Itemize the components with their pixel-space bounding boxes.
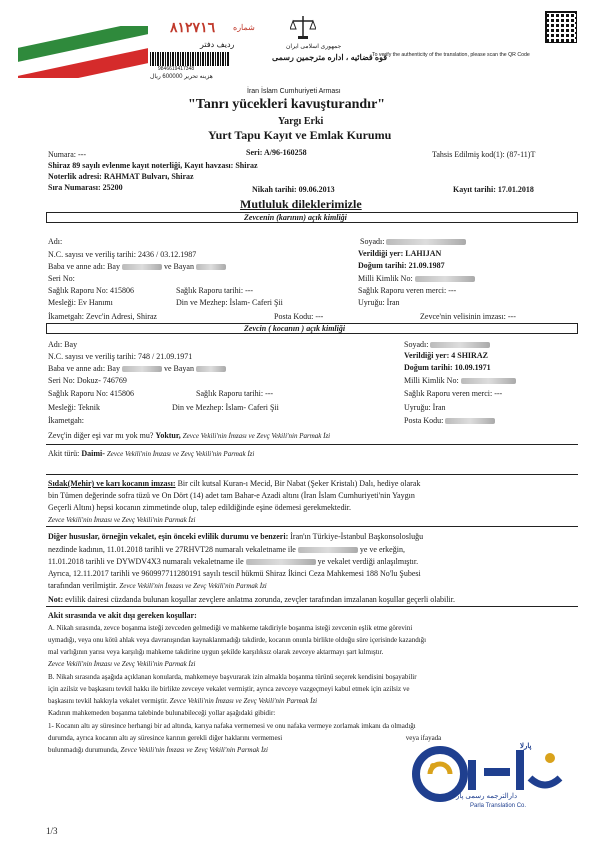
sidak-line3: Geçerli Altını) hepsi kocanın zimmetinde olup, talep edildiğinde eşine ödemesi gerekmektedir. bbox=[48, 503, 352, 512]
diger-line4: Ayrıca, 12.11.2017 tarihli ve 960997711280191 sayılı tescil hükmü Shiraz İkinci Ceza Mahkemesi 188 No'lu Şubesi bbox=[48, 569, 421, 578]
barcode-number: 9846619417348 bbox=[158, 66, 195, 72]
husband-posta bbox=[404, 416, 495, 425]
sidak-label: Sıdak(Mehir) ve karı kocanın imzası: bbox=[48, 479, 176, 488]
wife-saglik: Sağlık Raporu No: 415806 bbox=[48, 286, 134, 295]
page-number: 1/3 bbox=[46, 826, 58, 836]
judiciary-emblem-icon bbox=[290, 14, 316, 40]
office-line: Shiraz 89 sayılı evlenme kayıt noterliği, Kayıt havzası: Shiraz bbox=[48, 161, 258, 170]
wife-seri-no: Seri No: bbox=[48, 274, 75, 283]
wife-heading: Zevcenin (karının) açık kimliği bbox=[244, 213, 347, 222]
wife-meslegi: Mesleği: Ev Hanımı bbox=[48, 298, 113, 307]
husband-milli-label: Milli Kimlik No: bbox=[404, 376, 459, 385]
c-line1: 1- Kocanın altı ay süresince herhangi bir ad altında, karıya nafaka vermemesi ve onu nafaka vermeye zorlamak imkanı da olmadığı bbox=[48, 722, 416, 730]
wife-milli bbox=[358, 274, 475, 283]
sidak-sig: Zevce Vekili'nin İmzası ve Zevç Vekili'nin Parmak İzi bbox=[48, 516, 196, 524]
wife-soyadi-label: Soyadı: bbox=[360, 237, 385, 246]
other-wife-answer: Yoktur, bbox=[155, 431, 181, 440]
numara: Numara: --- bbox=[48, 150, 86, 159]
husband-seri-no: Seri No: Dokuz- 746769 bbox=[48, 376, 127, 385]
a-sig: Zevce Vekili'nin İmzası ve Zevç Vekili'nin Parmak İzi bbox=[48, 660, 196, 668]
husband-baba bbox=[48, 364, 226, 373]
diger-text: İran'ın Türkiye-İstanbul Başkonsolosluğu bbox=[290, 532, 424, 541]
diger-sig: Zevce Vekili'nin İmzası ve Zevç Vekili'nin Parmak İzi bbox=[119, 582, 267, 590]
wife-saglik-veren: Sağlık Raporu veren merci: --- bbox=[358, 286, 457, 295]
husband-verildigi: Verildiği yer: 4 SHIRAZ bbox=[404, 351, 488, 360]
husband-saglik-tarih: Sağlık Raporu tarihi: --- bbox=[196, 389, 274, 398]
husband-meslegi: Mesleği: Teknik bbox=[48, 403, 100, 412]
husband-baba-label: Baba ve anne adı: Bay bbox=[48, 364, 120, 373]
akit-line bbox=[48, 449, 254, 458]
fee-text: هزینه تحریر 600000 ریال bbox=[150, 74, 213, 80]
diger-line1 bbox=[48, 532, 423, 541]
serial-label: شماره bbox=[233, 23, 255, 32]
b-line3 bbox=[48, 697, 317, 705]
wife-baba-label: Baba ve anne adı: Bay bbox=[48, 262, 120, 271]
akit-label: Akit türü: bbox=[48, 449, 80, 458]
a-line2: uymadığı, veya onu kötü ahlak veya davranışından kaynaklanmadığı takdirde, kocanın onunla birlikte olduğu süre içerisinde kazandığı bbox=[48, 636, 427, 644]
divider bbox=[46, 606, 578, 607]
husband-adi: Adı: Bay bbox=[48, 340, 78, 349]
b-line3-sig: Zevce Vekili'nin İmzası ve Zevç Vekili'nin Parmak İzi bbox=[169, 697, 318, 705]
not-text: evlilik dairesi cüzdanda bulunan koşullar zevçlere anlatma zorunda, zevçler tarafından imzalanan koşullar geçerli olabilir. bbox=[65, 595, 455, 604]
wife-adi: Adı: bbox=[48, 237, 63, 246]
c-line3-sig: Zevce Vekili'nin İmzası ve Zevç Vekili'nin Parmak İzi bbox=[120, 746, 268, 754]
husband-uyrugu: Uyruğu: İran bbox=[404, 403, 446, 412]
verify-text: To verify the authenticity of the translation, please scan the QR Code bbox=[372, 52, 530, 58]
wife-baba bbox=[48, 262, 226, 271]
c-line2-text: durumda, ayrıca kocanın altı ay süresince karının gerekli diğer haklarını vermemesi bbox=[48, 734, 283, 742]
diger-line2-text: nezdinde kadının, 11.01.2018 tarihli ve 27RHVT28 numaralı vekaletname ile bbox=[48, 545, 296, 554]
diger-line5 bbox=[48, 581, 267, 590]
a-line1: A. Nikah sırasında, zevce boşanma isteği zevceden gelmediği ve mahkeme takdiriyle boşanma isteği zevcenin eşlik etme görevini bbox=[48, 624, 413, 632]
qr-pattern bbox=[546, 12, 576, 42]
sidak-line1 bbox=[48, 479, 420, 488]
b-line3-text: başkasını tevkil hakkıyla vekalet vermiştir. bbox=[48, 697, 168, 705]
wife-ve-bayan: ve Bayan bbox=[163, 262, 194, 271]
watermark-sub: دارالترجمه رسمی پارلا bbox=[452, 793, 518, 800]
husband-ikamet: İkametgah: bbox=[48, 416, 84, 425]
diger-line2-tail: ye ve erkeğin, bbox=[359, 545, 405, 554]
c-line3 bbox=[48, 746, 268, 754]
c-line3-text: bulunmadığı durumunda, bbox=[48, 746, 119, 754]
motto: "Tanrı yüceklerі kavuşturandır" bbox=[188, 97, 386, 112]
not-line bbox=[48, 595, 455, 604]
divider bbox=[46, 444, 578, 445]
watermark-en: Parla Translation Co. bbox=[470, 803, 527, 809]
wife-saglik-tarih: Sağlık Raporu tarihi: --- bbox=[176, 286, 254, 295]
divider bbox=[46, 526, 578, 527]
barcode bbox=[150, 52, 230, 66]
emblem-line1: جمهوری اسلامی ایران bbox=[286, 44, 342, 50]
akit-value: Daimi- bbox=[81, 449, 105, 458]
wife-ikamet: İkametgah: Zevc'in Adresi, Shiraz bbox=[48, 312, 157, 321]
a-line3: mal varlığının yarısı veya karşılığı mahkeme takdirine uygun şekilde karşılıksız olarak zevceye aktarmayı şart kılmıştır. bbox=[48, 648, 384, 656]
tahsis: Tahsis Edilmiş kod(1): (87-11)T bbox=[432, 150, 536, 159]
emblem-caption: İran İslam Cumhuriyeti Arması bbox=[247, 88, 341, 95]
wife-din: Din ve Mezhep: İslam- Caferi Şii bbox=[176, 298, 283, 307]
husband-din: Din ve Mezhep: İslam- Caferi Şii bbox=[172, 403, 279, 412]
husband-saglik-veren: Sağlık Raporu veren merci: --- bbox=[404, 389, 503, 398]
wife-milli-label: Milli Kimlik No: bbox=[358, 274, 413, 283]
iran-flag-icon bbox=[18, 26, 148, 78]
watermark-name: پارلا bbox=[520, 743, 532, 750]
judiciary-subtitle: Yargı Erki bbox=[278, 116, 324, 127]
notary-address: Noterlik adresi: RAHMAT Bulvarı, Shiraz bbox=[48, 172, 194, 181]
sidak-line2: bin Tümen değerinde sofra tüzü ve On Dört (14) adet tam Bahar-e Azadi altını (İran İslam Cumhuriyeti'nin Yaygın bbox=[48, 491, 415, 500]
wife-dogum: Doğum tarihi: 21.09.1987 bbox=[358, 261, 445, 270]
husband-saglik: Sağlık Raporu No: 415806 bbox=[48, 389, 134, 398]
nikah-date: Nikah tarihi: 09.06.2013 bbox=[252, 185, 335, 194]
sira-no: Sıra Numarası: 25200 bbox=[48, 183, 123, 192]
emblem-line2: قوه قضائیه ، اداره مترجمین رسمی bbox=[272, 53, 388, 62]
akit-sig: Zevce Vekili'nin İmzası ve Zevç Vekili'nin Parmak İzi bbox=[106, 450, 255, 458]
seri: Seri: A/96-160258 bbox=[246, 148, 307, 157]
other-wife-line bbox=[48, 431, 330, 440]
sidak-text: Bir cilt kutsal Kuran-ı Mecid, Bir Nabat (Şeker Kristalı) Dalı, hediye olarak bbox=[177, 479, 421, 488]
b-line4: Kadının mahkemeden boşanma talebinde bulunabileceği yollar aşağıdaki gibidir: bbox=[48, 709, 276, 717]
c-line2 bbox=[48, 734, 441, 742]
b-line2: için azilsiz ve başkasını tevkil hakkı ile birlikte zevceye vekalet vermiştir, ayrıca zevceye vazgeçmeyi kabul etmek için azilsiz ve bbox=[48, 685, 410, 693]
akit-sira-heading: Akit sırasında ve akit dışı gereken koşullar: bbox=[48, 611, 197, 620]
diger-line3 bbox=[48, 557, 418, 566]
husband-soyadi-label: Soyadı: bbox=[404, 340, 429, 349]
wife-velisi: Zevce'nin velisinin imzası: --- bbox=[420, 312, 516, 321]
row-label: ردیف دفتر bbox=[200, 40, 235, 49]
parla-watermark-logo bbox=[400, 738, 585, 813]
diger-line3-text: 11.01.2018 tarihli ve DYWDV4X3 numaralı vekaletname ile bbox=[48, 557, 244, 566]
wife-verildigi: Verildiği yer: LAHIJAN bbox=[358, 249, 442, 258]
husband-milli bbox=[404, 376, 516, 385]
divider bbox=[46, 474, 578, 475]
husband-heading: Zevcin ( kocanın ) açık kimliği bbox=[244, 324, 346, 333]
diger-label: Diğer hususlar, örneğin vekalet, eşin önceki evlilik durumu ve benzeri: bbox=[48, 532, 289, 541]
wife-soyadi bbox=[360, 237, 466, 246]
husband-ve-bayan: ve Bayan bbox=[163, 364, 194, 373]
other-wife-sig: Zevce Vekili'nin İmzası ve Zevç Vekili'nin Parmak İzi bbox=[182, 432, 331, 440]
b-line1: B. Nikah sırasında aşağıda açıklanan konularda, mahkemeye başvurarak izin almakla boşanma türünü seçerek kendisini boşayabilir bbox=[48, 673, 417, 681]
kayit-date: Kayıt tarihi: 17.01.2018 bbox=[453, 185, 534, 194]
wife-nc: N.C. sayısı ve veriliş tarihi: 2436 / 03.12.1987 bbox=[48, 250, 197, 259]
diger-line2 bbox=[48, 545, 405, 554]
wife-posta: Posta Kodu: --- bbox=[274, 312, 324, 321]
c-line2-tail: veya ifayada bbox=[405, 734, 442, 742]
serial-number: ٨١٢٧١٦ bbox=[170, 19, 216, 35]
office-title: Yurt Tapu Kayıt ve Emlak Kurumu bbox=[208, 128, 392, 142]
diger-line5-text: tarafından verilmiştir. bbox=[48, 581, 118, 590]
other-wife-question: Zevç'in diğer eşi var mı yok mu? bbox=[48, 431, 154, 440]
husband-soyadi bbox=[404, 340, 490, 349]
not-label: Not: bbox=[48, 595, 64, 604]
husband-nc: N.C. sayısı ve veriliş tarihi: 748 / 21.09.1971 bbox=[48, 352, 193, 361]
diger-line3-tail: ye vekalet verdiği anlaşılmıştır. bbox=[317, 557, 419, 566]
husband-posta-label: Posta Kodu: bbox=[404, 416, 444, 425]
husband-dogum: Doğum tarihi: 10.09.1971 bbox=[404, 363, 491, 372]
doc-title: Mutluluk dileklerimizle bbox=[240, 197, 362, 211]
wife-uyrugu: Uyruğu: İran bbox=[358, 298, 400, 307]
